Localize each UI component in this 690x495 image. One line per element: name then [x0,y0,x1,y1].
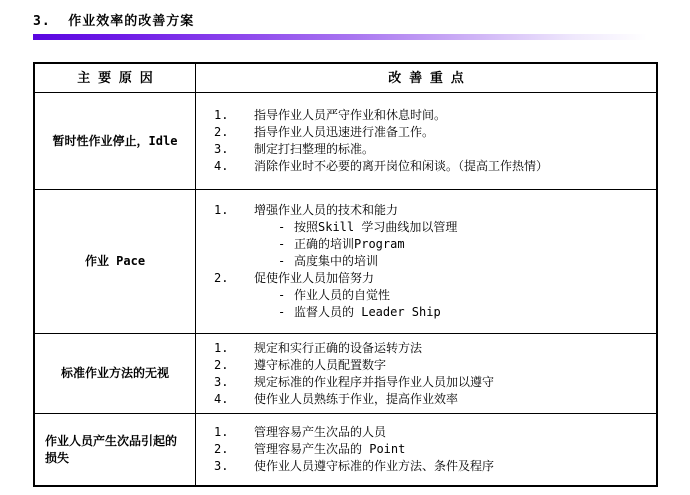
list-item-text: 使作业人员遵守标准的作业方法、条件及程序 [254,459,495,473]
list-item-text: 规定标准的作业程序并指导作业人员加以遵守 [254,374,495,389]
list-item [214,270,646,287]
table-row [35,413,656,485]
list-item-number: 3. [214,459,229,473]
list-item-number: 2. [214,271,229,285]
list-subitem [278,253,646,270]
list-subitem-text: 监督人员的 Leader Ship [294,305,441,319]
list-item-number: 2. [214,442,229,456]
list-subitem [278,219,646,236]
list-item [214,141,646,158]
header-cell-improvement-focus: 改 善 重 点 [388,70,464,86]
list-item-number: 3. [214,374,229,389]
list-item-text: 管理容易产生次品的 Point [254,442,406,456]
focus-cell [196,93,656,189]
focus-cell [196,190,656,333]
list-item-number: 3. [214,142,229,156]
list-item [214,107,646,124]
list-item-number: 2. [214,125,229,139]
cause-cell: 作业 Pace [35,190,196,333]
table-row [35,92,656,189]
improvement-table [33,62,658,487]
list-item-number: 2. [214,357,229,372]
list-item-text: 指导作业人员严守作业和休息时间。 [254,108,447,122]
list-item [214,374,646,391]
focus-cell [196,334,656,413]
list-item [214,340,646,357]
table-row [35,333,656,413]
list-item-number: 1. [214,425,229,439]
list-item [214,424,646,441]
list-item-number: 4. [214,391,229,406]
list-item-text: 规定和实行正确的设备运转方法 [254,340,423,355]
list-item [214,202,646,219]
list-item-text: 增强作业人员的技术和能力 [254,203,399,217]
list-subitem-text: 高度集中的培训 [294,254,379,268]
list-item-number: 1. [214,108,229,122]
list-subitem-dash: - [278,220,286,234]
list-subitem-dash: - [278,237,286,251]
list-item-text: 管理容易产生次品的人员 [254,425,387,439]
cause-cell: 暂时性作业停止，Idle [35,93,196,189]
list-item [214,357,646,374]
table-header-row [35,64,656,92]
list-subitem-text: 作业人员的自觉性 [294,288,391,302]
list-item [214,391,646,408]
list-item [214,158,646,175]
list-item-text: 遵守标准的人员配置数字 [254,357,387,372]
list-subitem-text: 按照Skill 学习曲线加以管理 [294,220,458,234]
list-item [214,458,646,475]
list-item-text: 消除作业时不必要的离开岗位和闲谈。（提高工作热情） [254,159,549,173]
list-item-number: 1. [214,203,229,217]
list-subitem-dash: - [278,305,286,319]
list-subitem-dash: - [278,254,286,268]
list-subitem-text: 正确的培训Program [294,237,405,251]
list-item [214,124,646,141]
list-item-text: 使作业人员熟练于作业，提高作业效率 [254,391,459,406]
focus-cell [196,414,656,485]
list-subitem [278,236,646,253]
header-cell-main-cause: 主 要 原 因 [35,64,196,92]
cause-cell: 标准作业方法的无视 [35,334,196,413]
list-subitem [278,304,646,321]
cause-cell: 作业人员产生次品引起的损失 [35,414,196,485]
list-subitem-dash: - [278,288,286,302]
list-item-text: 制定打扫整理的标准。 [254,142,375,156]
list-item-text: 促使作业人员加倍努力 [254,271,375,285]
list-item-number: 4. [214,159,229,173]
list-item-text: 指导作业人员迅速进行准备工作。 [254,125,435,139]
page-title: 3. 作业效率的改善方案 [33,14,195,29]
list-item [214,441,646,458]
table-row [35,189,656,333]
list-item-number: 1. [214,340,229,355]
title-underline-gradient-bar [33,34,647,40]
list-subitem [278,287,646,304]
